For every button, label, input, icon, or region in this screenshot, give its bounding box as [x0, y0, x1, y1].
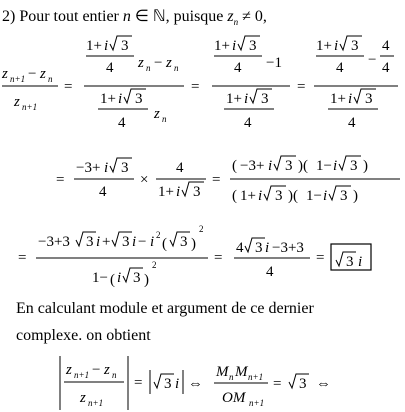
zero: 0 — [254, 8, 263, 25]
one: 1+ — [226, 91, 242, 107]
equiv-arrow: ⇔ — [188, 376, 203, 392]
minus-sym: − — [28, 66, 37, 82]
paren: ) — [144, 272, 149, 288]
i-var: i — [96, 234, 101, 250]
sub-n: n — [229, 372, 234, 382]
three: 3 — [133, 270, 141, 286]
equals-sign: = — [64, 79, 73, 95]
one-minus: 1− — [316, 158, 332, 174]
three: 3 — [299, 376, 307, 392]
z-var: z — [14, 94, 20, 110]
eq-line-1 — [1, 36, 398, 131]
eq-line-3 — [18, 224, 371, 288]
sentence-2-text: complexe. on obtient — [16, 327, 151, 344]
i-var: i — [150, 234, 155, 250]
comma: , — [262, 8, 267, 25]
three: 3 — [249, 38, 257, 54]
i-var: i — [334, 38, 339, 54]
four: 4 — [234, 60, 242, 76]
i-var: i — [104, 160, 109, 176]
i-var: i — [268, 158, 273, 174]
four: 4 — [236, 240, 244, 256]
lhs-sub: n+1 — [10, 74, 26, 84]
one: 1+ — [240, 188, 256, 204]
symbol-neq: ≠ — [242, 8, 251, 25]
three: 3 — [121, 160, 129, 176]
intro-after: , puisque — [165, 8, 224, 25]
four: 4 — [99, 184, 107, 200]
paren: ( — [110, 272, 115, 288]
four: 4 — [244, 115, 252, 131]
three: 3 — [193, 184, 201, 200]
one: 1+ — [316, 38, 332, 54]
sentence-2 — [16, 327, 151, 345]
sub-n: n — [146, 63, 151, 73]
om-var: OM — [222, 390, 246, 406]
three: 3 — [255, 240, 263, 256]
z-var: z — [138, 55, 144, 71]
equals-sign: = — [297, 79, 306, 95]
three: 3 — [350, 158, 358, 174]
z-var: z — [40, 66, 46, 82]
eq-line-2 — [56, 156, 400, 204]
one-minus: 1− — [306, 188, 322, 204]
one: 1+ — [86, 38, 102, 54]
i-var: i — [265, 240, 270, 256]
four: 4 — [348, 115, 356, 131]
three: 3 — [122, 234, 130, 250]
i-var: i — [175, 376, 180, 392]
four: 4 — [382, 60, 390, 76]
numerator-text: −3+3 — [38, 234, 70, 250]
paren: ( — [232, 158, 237, 174]
minus-sym: − — [154, 55, 163, 71]
equals-sign: = — [316, 250, 325, 266]
minus-sym: − — [138, 234, 147, 250]
paren: ( — [162, 236, 167, 252]
three: 3 — [365, 91, 373, 107]
sub-n1: n+1 — [88, 398, 104, 408]
var-z: z — [227, 8, 234, 25]
paren: )( — [288, 188, 298, 204]
one: 1+ — [158, 184, 174, 200]
three: 3 — [285, 158, 293, 174]
naturals-symbol: ℕ — [152, 8, 166, 25]
sentence-1-text: En calculant module et argument de ce dernier — [16, 300, 314, 317]
m-var: M — [216, 364, 229, 380]
sub-n: n — [162, 114, 167, 124]
paren: ( — [232, 188, 237, 204]
minus-sym: − — [368, 52, 377, 68]
three: 3 — [86, 234, 94, 250]
paren: ) — [191, 236, 196, 252]
equiv-arrow: ⇔ — [316, 376, 331, 392]
paren: ) — [353, 188, 358, 204]
equals-sign: = — [56, 172, 65, 188]
minus-three: −3+ — [76, 160, 101, 176]
three: 3 — [180, 234, 188, 250]
equals-sign: = — [212, 172, 221, 188]
sub-n1: n+1 — [248, 372, 264, 382]
sub-n1: n+1 — [74, 370, 90, 380]
sub-n: n — [174, 63, 179, 73]
one: 1+ — [214, 38, 230, 54]
sub-n: n — [48, 74, 53, 84]
z-var: z — [80, 390, 86, 406]
frac-4 — [314, 36, 398, 131]
sub-n1: n+1 — [249, 398, 265, 408]
z-var: z — [104, 362, 110, 378]
i-var: i — [232, 38, 237, 54]
paren: ) — [363, 158, 368, 174]
times-sign: × — [140, 172, 149, 188]
four: 4 — [118, 115, 126, 131]
z-var: z — [66, 362, 72, 378]
tail-text: −3+3 — [272, 240, 304, 256]
four: 4 — [266, 264, 274, 280]
i-var: i — [104, 38, 109, 54]
sub-n: n — [233, 17, 239, 28]
equals-sign: = — [134, 375, 143, 391]
one: 1+ — [330, 91, 346, 107]
i-var: i — [333, 158, 338, 174]
i-var: i — [117, 270, 122, 286]
four: 4 — [382, 38, 390, 54]
equals-sign: = — [214, 250, 223, 266]
three: 3 — [121, 38, 129, 54]
sentence-1 — [16, 300, 314, 318]
i-var: i — [132, 234, 137, 250]
one: 1+ — [100, 91, 116, 107]
lhs-num: z — [2, 66, 8, 82]
i-var: i — [358, 254, 363, 270]
z-var: z — [154, 106, 160, 122]
one-minus: 1− — [92, 270, 108, 286]
z-var: z — [166, 55, 172, 71]
i-var: i — [118, 91, 123, 107]
three: 3 — [346, 254, 354, 270]
exp-two: 2 — [152, 260, 157, 270]
paren: )( — [298, 158, 308, 174]
three: 3 — [351, 38, 359, 54]
i-var: i — [244, 91, 249, 107]
three: 3 — [340, 188, 348, 204]
var-n: n — [122, 8, 131, 25]
i-var: i — [176, 184, 181, 200]
minus-sym: − — [92, 362, 101, 378]
three: 3 — [261, 91, 269, 107]
symbol-in: ∈ — [134, 8, 149, 25]
minus-three: −3+ — [240, 158, 265, 174]
equals-sign: = — [273, 376, 282, 392]
four: 4 — [106, 60, 114, 76]
sub-n: n — [112, 370, 117, 380]
three: 3 — [164, 376, 172, 392]
i-var: i — [258, 188, 263, 204]
i-var: i — [323, 188, 328, 204]
m-var: M — [235, 364, 248, 380]
four: 4 — [336, 60, 344, 76]
frac-3 — [212, 36, 290, 131]
three: 3 — [135, 91, 143, 107]
plus: + — [102, 234, 111, 250]
sub-n1: n+1 — [22, 102, 38, 112]
frac-2 — [84, 36, 184, 131]
equals-sign: = — [191, 79, 200, 95]
minus-one: −1 — [266, 55, 282, 71]
exp-two: 2 — [156, 230, 161, 240]
i-var: i — [348, 91, 353, 107]
equals-sign: = — [18, 250, 27, 266]
eq-line-final — [60, 356, 331, 410]
three: 3 — [275, 188, 283, 204]
four: 4 — [176, 160, 184, 176]
exp-two: 2 — [199, 224, 204, 234]
intro-text: 2) Pour tout entier — [2, 8, 119, 25]
